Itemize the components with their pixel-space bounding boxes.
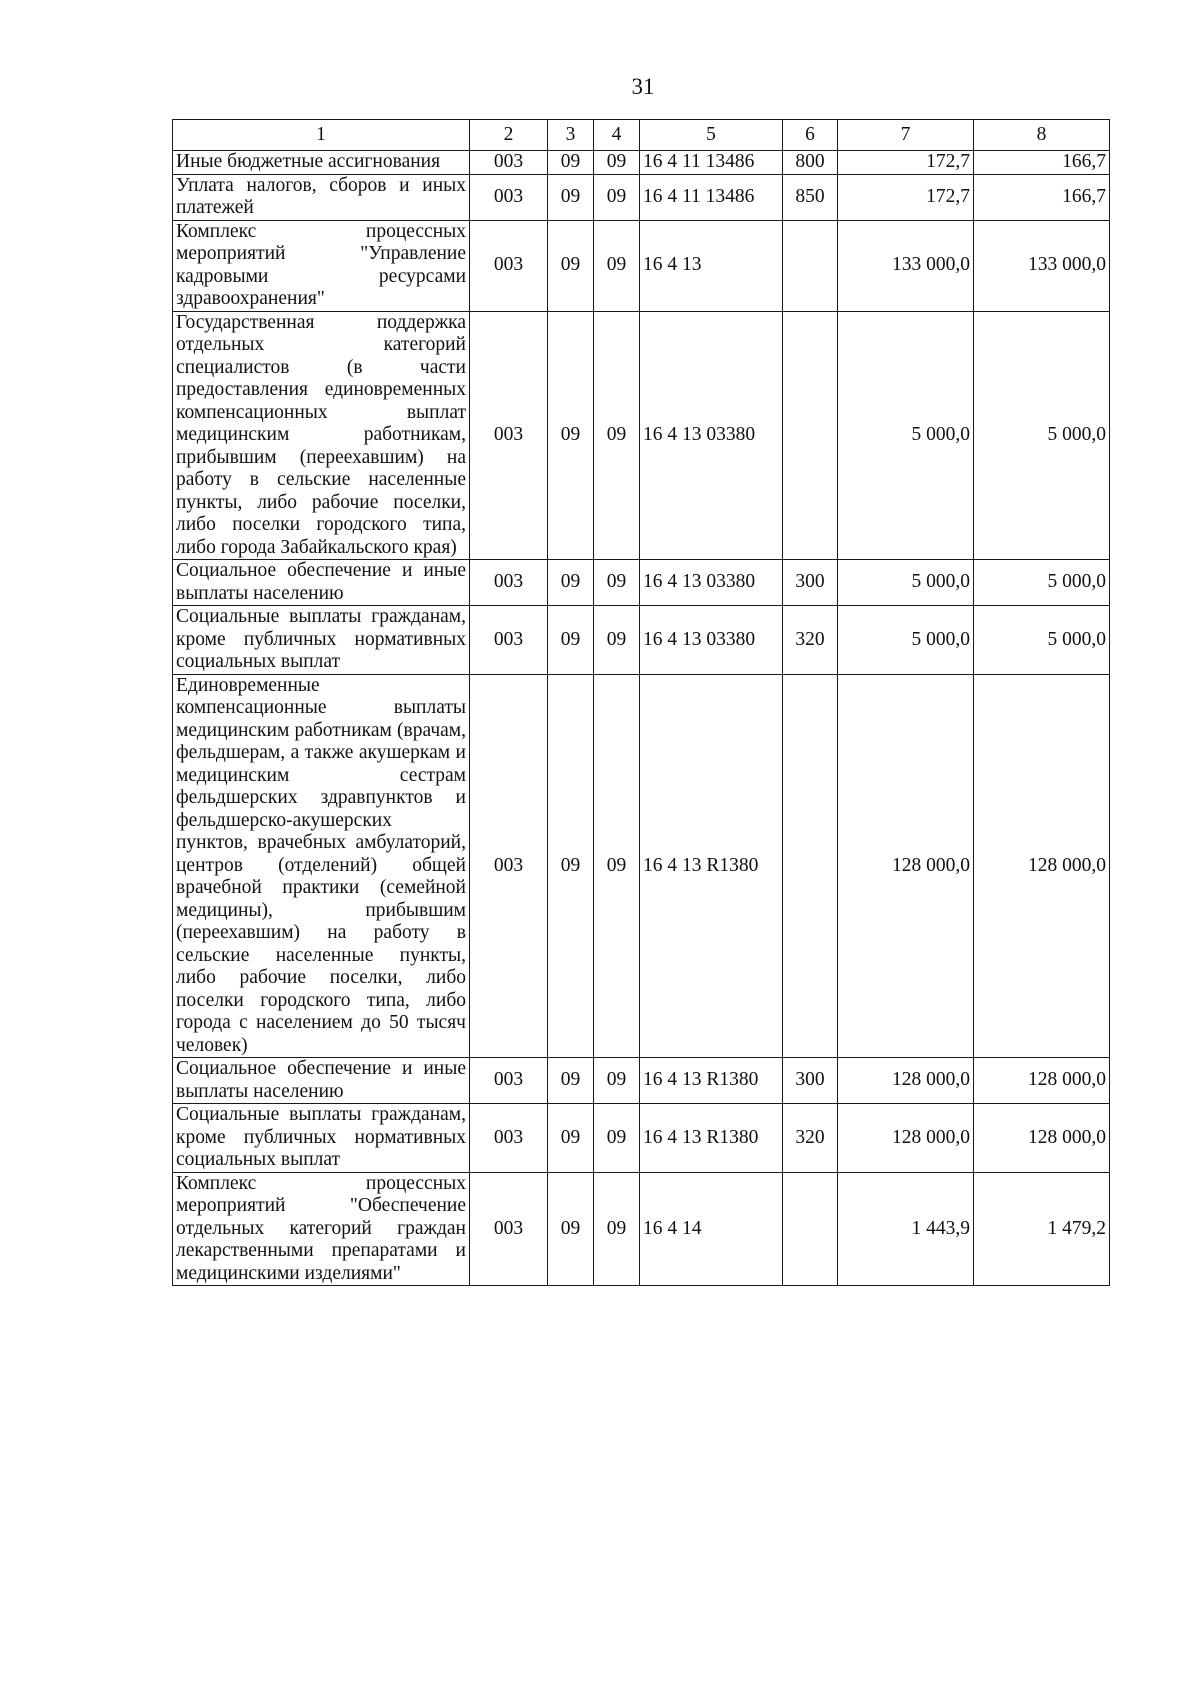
header-col-1: 1 xyxy=(173,120,470,151)
target-article-cell: 16 4 13 R1380 xyxy=(640,1058,783,1104)
header-col-8: 8 xyxy=(974,120,1110,151)
row-name-cell: Социальные выплаты гражданам, кроме публичных нормативных социальных выплат xyxy=(173,1104,470,1173)
amount-year-2-cell: 166,7 xyxy=(974,151,1110,175)
row-name-cell: Комплекс процессных мероприятий "Обеспечение отдельных категорий граждан лекарственными препаратами и медицинскими изделиями" xyxy=(173,1172,470,1286)
sub-subsection-code-cell: 09 xyxy=(594,151,640,175)
section-code-cell: 003 xyxy=(470,1058,548,1104)
amount-year-2-cell: 1 479,2 xyxy=(974,1172,1110,1286)
amount-year-1-cell: 172,7 xyxy=(838,151,974,175)
row-name-cell: Социальные выплаты гражданам, кроме публичных нормативных социальных выплат xyxy=(173,606,470,675)
section-code-cell: 003 xyxy=(470,560,548,606)
subsection-code-cell: 09 xyxy=(548,606,594,675)
sub-subsection-code-cell: 09 xyxy=(594,560,640,606)
page-number: 31 xyxy=(631,74,655,99)
target-article-cell: 16 4 13 03380 xyxy=(640,606,783,675)
target-article-cell: 16 4 13 xyxy=(640,220,783,311)
amount-year-2-cell: 128 000,0 xyxy=(974,1058,1110,1104)
expense-type-cell xyxy=(783,1172,838,1286)
table-row xyxy=(173,606,1110,675)
header-col-6: 6 xyxy=(783,120,838,151)
expense-type-cell: 300 xyxy=(783,1058,838,1104)
amount-year-1-cell: 5 000,0 xyxy=(838,311,974,560)
table-row xyxy=(173,174,1110,220)
sub-subsection-code-cell: 09 xyxy=(594,1058,640,1104)
section-code-cell: 003 xyxy=(470,220,548,311)
table-row xyxy=(173,1172,1110,1286)
section-code-cell: 003 xyxy=(470,151,548,175)
expense-type-cell xyxy=(783,220,838,311)
row-name-cell: Социальное обеспечение и иные выплаты населению xyxy=(173,1058,470,1104)
section-code-cell: 003 xyxy=(470,174,548,220)
header-col-4: 4 xyxy=(594,120,640,151)
subsection-code-cell: 09 xyxy=(548,1104,594,1173)
expense-type-cell: 800 xyxy=(783,151,838,175)
sub-subsection-code-cell: 09 xyxy=(594,311,640,560)
subsection-code-cell: 09 xyxy=(548,311,594,560)
row-name-cell: Государственная поддержка отдельных категорий специалистов (в части предоставления единовременных компенсационных выплат медицинским работникам, прибывшим (переехавшим) на работу в сельские населенные пункты, либо рабочие поселки, либо поселки городского типа, либо города Забайкальского края) xyxy=(173,311,470,560)
table-row xyxy=(173,1058,1110,1104)
expense-type-cell: 320 xyxy=(783,606,838,675)
section-code-cell: 003 xyxy=(470,311,548,560)
amount-year-1-cell: 5 000,0 xyxy=(838,606,974,675)
header-col-3: 3 xyxy=(548,120,594,151)
amount-year-2-cell: 128 000,0 xyxy=(974,1104,1110,1173)
header-col-5: 5 xyxy=(640,120,783,151)
target-article-cell: 16 4 14 xyxy=(640,1172,783,1286)
target-article-cell: 16 4 11 13486 xyxy=(640,151,783,175)
sub-subsection-code-cell: 09 xyxy=(594,1104,640,1173)
header-col-7: 7 xyxy=(838,120,974,151)
table-row xyxy=(173,311,1110,560)
expense-type-cell: 300 xyxy=(783,560,838,606)
sub-subsection-code-cell: 09 xyxy=(594,174,640,220)
section-code-cell: 003 xyxy=(470,674,548,1058)
table-row xyxy=(173,151,1110,175)
section-code-cell: 003 xyxy=(470,1172,548,1286)
section-code-cell: 003 xyxy=(470,1104,548,1173)
sub-subsection-code-cell: 09 xyxy=(594,1172,640,1286)
subsection-code-cell: 09 xyxy=(548,560,594,606)
amount-year-1-cell: 1 443,9 xyxy=(838,1172,974,1286)
subsection-code-cell: 09 xyxy=(548,1172,594,1286)
row-name-cell: Иные бюджетные ассигнования xyxy=(173,151,470,175)
subsection-code-cell: 09 xyxy=(548,1058,594,1104)
table-row xyxy=(173,220,1110,311)
amount-year-2-cell: 5 000,0 xyxy=(974,311,1110,560)
row-name-cell: Комплекс процессных мероприятий "Управление кадровыми ресурсами здравоохранения" xyxy=(173,220,470,311)
amount-year-2-cell: 166,7 xyxy=(974,174,1110,220)
target-article-cell: 16 4 13 R1380 xyxy=(640,674,783,1058)
header-row xyxy=(173,120,1110,151)
section-code-cell: 003 xyxy=(470,606,548,675)
subsection-code-cell: 09 xyxy=(548,674,594,1058)
amount-year-1-cell: 128 000,0 xyxy=(838,1104,974,1173)
sub-subsection-code-cell: 09 xyxy=(594,220,640,311)
table-row xyxy=(173,560,1110,606)
sub-subsection-code-cell: 09 xyxy=(594,606,640,675)
table-row xyxy=(173,674,1110,1058)
amount-year-1-cell: 172,7 xyxy=(838,174,974,220)
amount-year-1-cell: 128 000,0 xyxy=(838,674,974,1058)
expense-type-cell: 320 xyxy=(783,1104,838,1173)
amount-year-1-cell: 128 000,0 xyxy=(838,1058,974,1104)
sub-subsection-code-cell: 09 xyxy=(594,674,640,1058)
target-article-cell: 16 4 13 03380 xyxy=(640,311,783,560)
expense-type-cell xyxy=(783,674,838,1058)
amount-year-2-cell: 133 000,0 xyxy=(974,220,1110,311)
table-row xyxy=(173,1104,1110,1173)
amount-year-2-cell: 5 000,0 xyxy=(974,606,1110,675)
header-col-2: 2 xyxy=(470,120,548,151)
subsection-code-cell: 09 xyxy=(548,174,594,220)
row-name-cell: Единовременные компенсационные выплаты медицинским работникам (врачам, фельдшерам, а также акушеркам и медицинским сестрам фельдшерских здравпунктов и фельдшерско-акушерских пунктов, врачебных амбулаторий, центров (отделений) общей врачебной практики (семейной медицины), прибывшим (переехавшим) на работу в сельские населенные пункты, либо рабочие поселки, либо поселки городского типа, либо города с населением до 50 тысяч человек) xyxy=(173,674,470,1058)
target-article-cell: 16 4 13 R1380 xyxy=(640,1104,783,1173)
subsection-code-cell: 09 xyxy=(548,151,594,175)
subsection-code-cell: 09 xyxy=(548,220,594,311)
amount-year-2-cell: 128 000,0 xyxy=(974,674,1110,1058)
amount-year-2-cell: 5 000,0 xyxy=(974,560,1110,606)
target-article-cell: 16 4 13 03380 xyxy=(640,560,783,606)
expense-type-cell: 850 xyxy=(783,174,838,220)
expense-type-cell xyxy=(783,311,838,560)
amount-year-1-cell: 133 000,0 xyxy=(838,220,974,311)
amount-year-1-cell: 5 000,0 xyxy=(838,560,974,606)
row-name-cell: Социальное обеспечение и иные выплаты населению xyxy=(173,560,470,606)
target-article-cell: 16 4 11 13486 xyxy=(640,174,783,220)
budget-table xyxy=(172,119,1110,1286)
row-name-cell: Уплата налогов, сборов и иных платежей xyxy=(173,174,470,220)
